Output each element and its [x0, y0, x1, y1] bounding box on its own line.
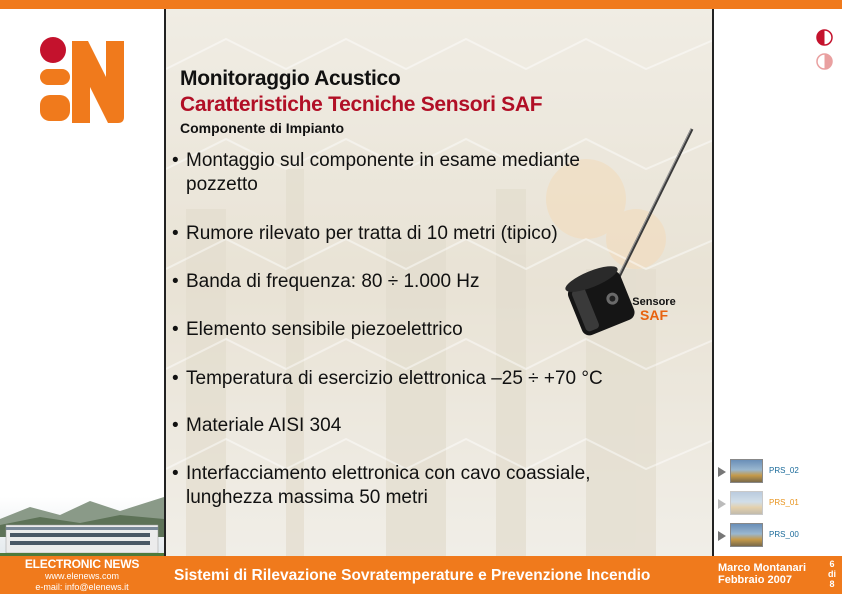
list-item: • Elemento sensibile piezoelettrico [172, 319, 463, 340]
slide-subtitle: Caratteristiche Tecniche Sensori SAF [180, 93, 543, 116]
half-circle-prev-icon[interactable] [816, 29, 833, 46]
right-panel [714, 9, 842, 556]
list-item: • Banda di frequenza: 80 ÷ 1.000 Hz [172, 271, 480, 292]
thumbnail-image [730, 491, 763, 515]
left-panel [0, 9, 164, 556]
thumbnail-image [730, 459, 763, 483]
footer-brand: ELECTRONIC NEWS www.elenews.com e-mail: info@elenews.it [0, 557, 164, 593]
footer-bar [0, 556, 842, 594]
bullet-icon: • [172, 319, 179, 340]
top-accent-bar [0, 0, 842, 9]
bullet-icon: • [172, 415, 179, 436]
list-item: • Rumore rilevato per tratta di 10 metri (tipico) [172, 223, 558, 244]
play-arrow-icon [718, 499, 726, 509]
footer-title: Sistemi di Rilevazione Sovratemperature e Prevenzione Incendio [174, 567, 651, 584]
bullet-icon: • [172, 223, 179, 244]
footer-website[interactable]: www.elenews.com [44, 571, 120, 581]
thumbnail-prs-00[interactable]: PRS_00 [718, 523, 828, 549]
bullet-icon: • [172, 150, 179, 171]
elenews-logo [36, 37, 128, 125]
slide-title: Monitoraggio Acustico [180, 67, 401, 90]
bullet-icon: • [172, 463, 179, 484]
bullet-icon: • [172, 368, 179, 389]
play-arrow-icon [718, 467, 726, 477]
thumbnail-prs-01[interactable]: PRS_01 [718, 491, 828, 517]
footer-email[interactable]: e-mail: info@elenews.it [35, 582, 129, 592]
list-item: • Interfacciamento elettronica con cavo coassiale, lunghezza massima 50 metri [172, 463, 591, 508]
page-indicator: 6 di 8 [828, 559, 836, 589]
thumbnail-prs-02[interactable]: PRS_02 [718, 459, 828, 485]
section-heading: Componente di Impianto [180, 120, 345, 136]
bullet-icon: • [172, 271, 179, 292]
thumbnail-image [730, 523, 763, 547]
half-circle-next-icon[interactable] [816, 53, 833, 70]
sensor-caption: Sensore SAF [632, 296, 676, 323]
footer-author: Marco Montanari Febbraio 2007 [718, 562, 807, 586]
slide-content [164, 9, 714, 556]
play-arrow-icon [718, 531, 726, 541]
list-item: • Temperatura di esercizio elettronica –25 ÷ +70 °C [172, 368, 603, 389]
building-photo [0, 497, 164, 565]
list-item: • Materiale AISI 304 [172, 415, 342, 436]
list-item: • Montaggio sul componente in esame mediante pozzetto [172, 150, 580, 195]
